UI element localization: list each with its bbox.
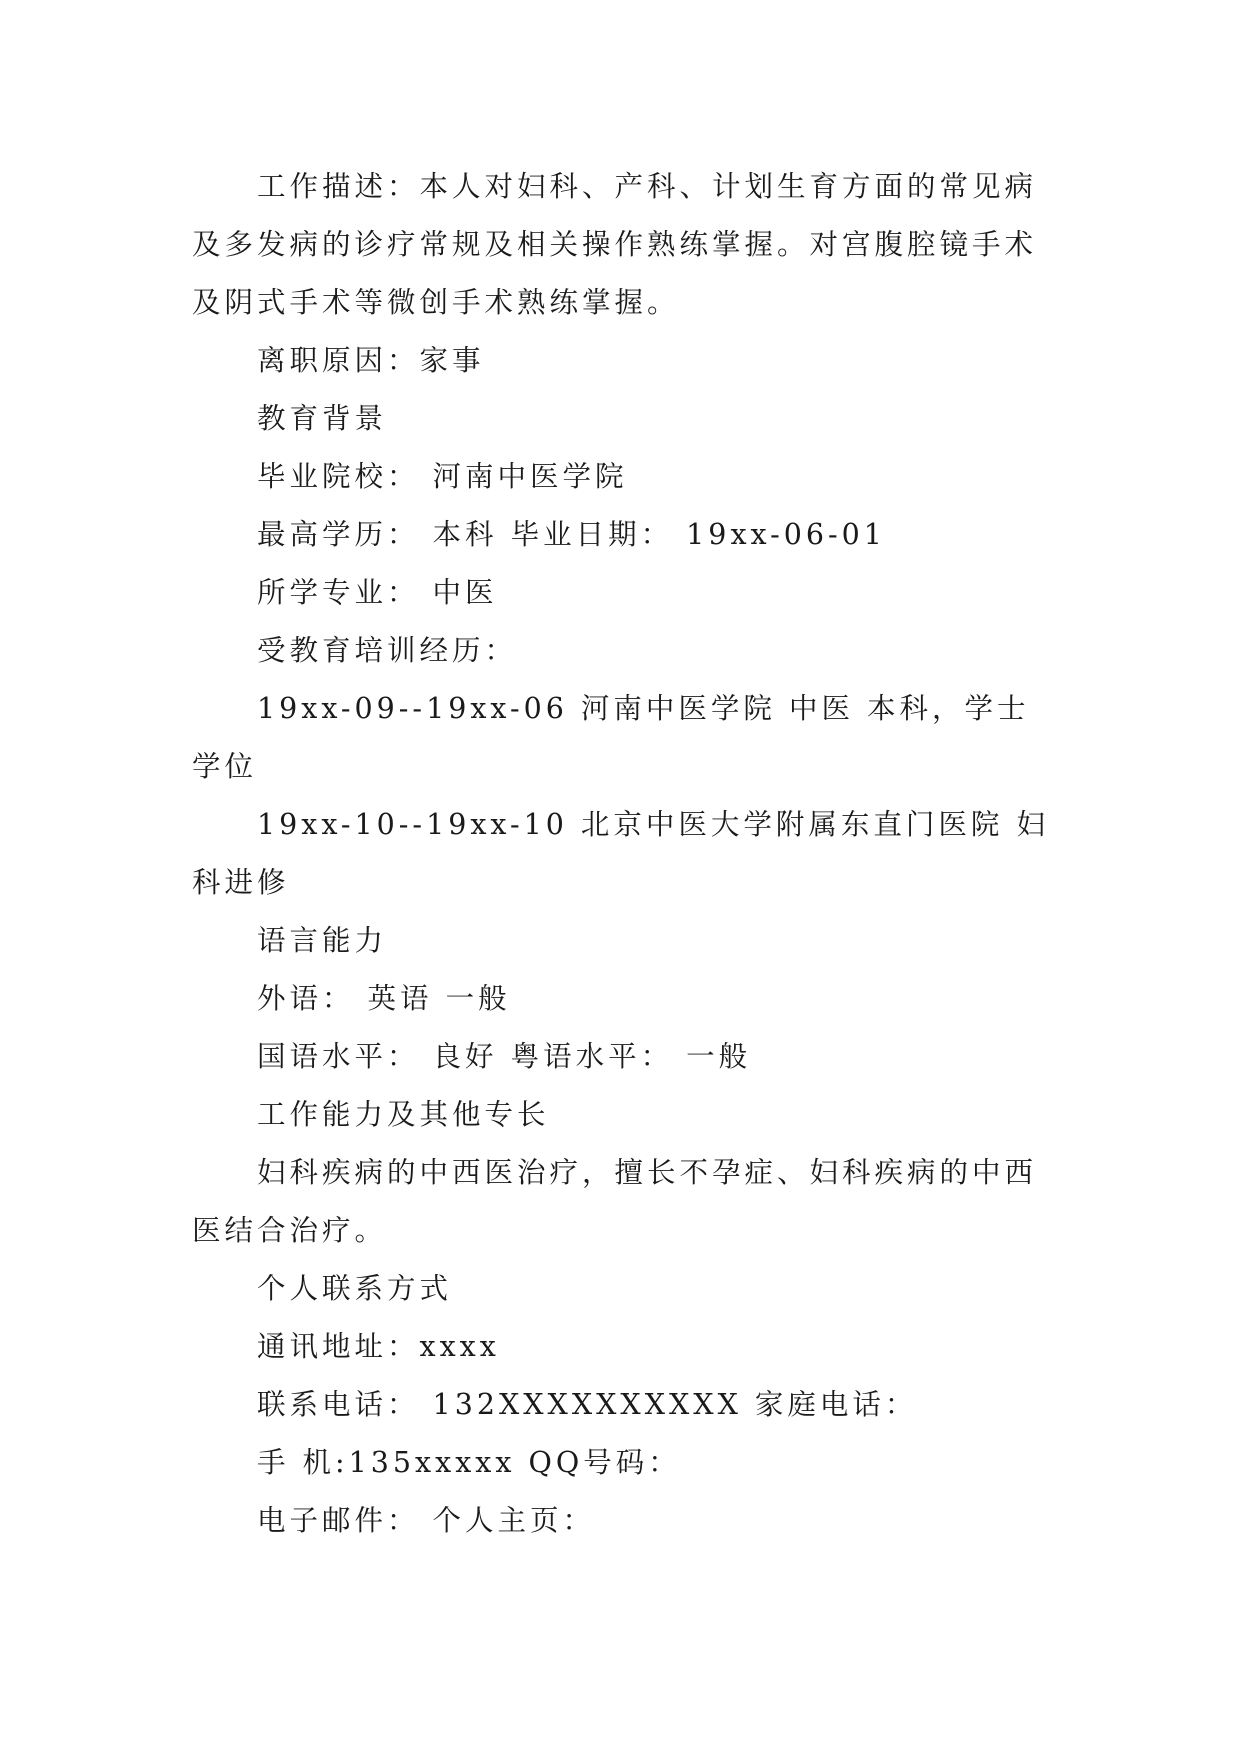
heading-skills: 工作能力及其他专长 — [257, 1098, 550, 1131]
heading-training: 受教育培训经历： — [257, 634, 518, 667]
paragraph-highest-degree: 最高学历： 本科 毕业日期： 19xx-06-01 — [257, 518, 886, 551]
paragraph-major: 所学专业： 中医 — [257, 576, 498, 609]
paragraph-leave-reason: 离职原因：家事 — [257, 344, 485, 377]
paragraph-phone: 联系电话： 132XXXXXXXXXX 家庭电话： — [257, 1388, 918, 1421]
paragraph-mandarin-cantonese: 国语水平： 良好 粤语水平： 一般 — [257, 1040, 752, 1073]
paragraph-skills: 妇科疾病的中西医治疗，擅长不孕症、妇科疾病的中西医结合治疗。 — [192, 1156, 1038, 1247]
paragraph-mobile-qq: 手 机:135xxxxx QQ号码： — [257, 1446, 681, 1479]
paragraph-foreign-language: 外语： 英语 一般 — [257, 982, 511, 1015]
paragraph-work-description: 工作描述：本人对妇科、产科、计划生育方面的常见病及多发病的诊疗常规及相关操作熟练掌握。对宫腹腔镜手术及阴式手术等微创手术熟练掌握。 — [192, 170, 1038, 319]
heading-education: 教育背景 — [257, 402, 388, 435]
paragraph-training-2: 19xx-10--19xx-10 北京中医大学附属东直门医院 妇科进修 — [192, 808, 1049, 899]
heading-contact: 个人联系方式 — [257, 1272, 453, 1305]
paragraph-graduate-school: 毕业院校： 河南中医学院 — [257, 460, 628, 493]
heading-language: 语言能力 — [257, 924, 388, 957]
paragraph-email-homepage: 电子邮件： 个人主页： — [257, 1504, 596, 1537]
paragraph-address: 通讯地址：xxxx — [257, 1330, 500, 1363]
paragraph-training-1: 19xx-09--19xx-06 河南中医学院 中医 本科，学士学位 — [192, 692, 1030, 783]
resume-body — [192, 158, 1054, 1550]
